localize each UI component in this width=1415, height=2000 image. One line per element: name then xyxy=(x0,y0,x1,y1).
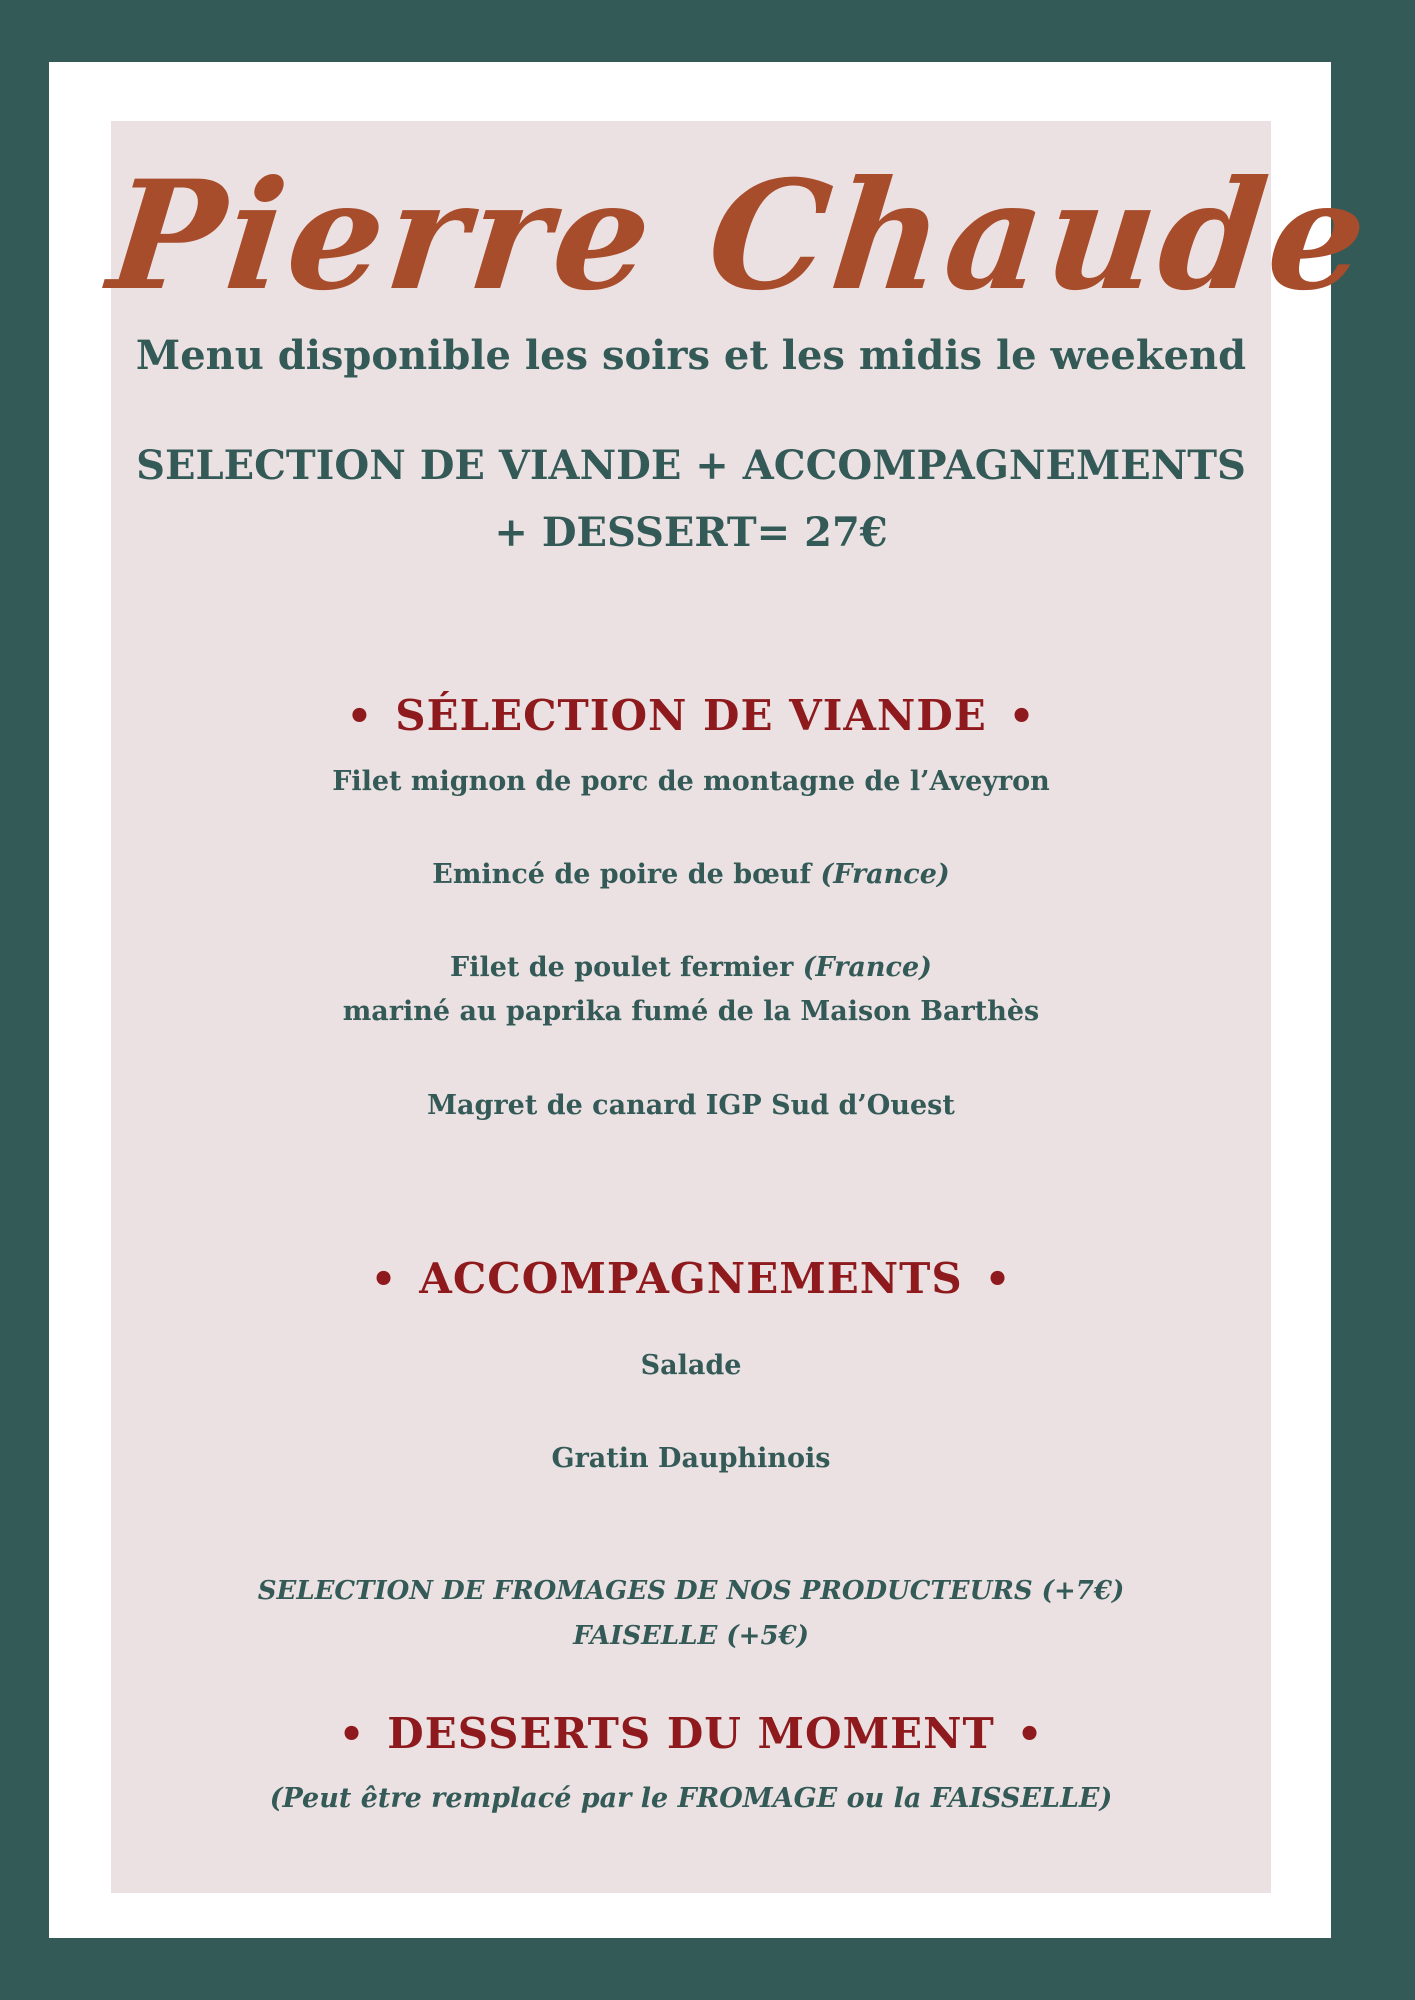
bullet-left: • xyxy=(370,1256,398,1303)
section-heading-desserts xyxy=(111,1706,1271,1763)
section-heading-viande-label: SÉLECTION DE VIANDE xyxy=(395,691,987,740)
option-fromages: SELECTION DE FROMAGES DE NOS PRODUCTEURS (+7€) xyxy=(257,1576,1125,1606)
section-heading-desserts-label: DESSERTS DU MOMENT xyxy=(387,1709,995,1758)
menu-formula-line-2: + DESSERT= 27€ xyxy=(494,509,888,556)
section-heading-accompagnements-label: ACCOMPAGNEMENTS xyxy=(419,1254,963,1303)
accompagnement-item: Gratin Dauphinois xyxy=(551,1443,831,1474)
viande-item xyxy=(111,857,1271,893)
viande-item xyxy=(111,764,1271,800)
viande-item xyxy=(111,950,1271,986)
section-heading-viande xyxy=(111,688,1271,745)
restaurant-title: Pierre Chaude xyxy=(101,148,1379,324)
section-heading-accompagnements xyxy=(111,1251,1271,1308)
viande-item xyxy=(111,1088,1271,1124)
bullet-right: • xyxy=(1016,1711,1044,1758)
bullet-left: • xyxy=(346,693,374,740)
viande-item-label: Magret de canard IGP Sud d’Ouest xyxy=(427,1090,955,1121)
viande-item-label: Filet de poulet fermier xyxy=(450,952,803,983)
menu-frame xyxy=(49,62,1379,1938)
viande-item-origin: (France) xyxy=(802,952,932,983)
menu-formula-line-1: SELECTION DE VIANDE + ACCOMPAGNEMENTS xyxy=(136,442,1246,489)
menu-availability: Menu disponible les soirs et les midis le weekend xyxy=(135,332,1247,379)
viande-item-detail: mariné au paprika fumé de la Maison Barthès xyxy=(342,996,1040,1027)
accompagnement-item: Salade xyxy=(640,1350,742,1381)
option-faiselle: FAISELLE (+5€) xyxy=(573,1621,809,1651)
bullet-right: • xyxy=(984,1256,1012,1303)
dessert-note: (Peut être remplacé par le FROMAGE ou la FAISSELLE) xyxy=(269,1783,1113,1814)
bullet-right: • xyxy=(1008,693,1036,740)
bullet-left: • xyxy=(338,1711,366,1758)
viande-item-label: Emincé de poire de bœuf xyxy=(432,859,821,890)
viande-item-origin: (France) xyxy=(820,859,950,890)
menu-panel xyxy=(101,121,1379,1893)
viande-item-label: Filet mignon de porc de montagne de l’Aveyron xyxy=(332,766,1050,797)
